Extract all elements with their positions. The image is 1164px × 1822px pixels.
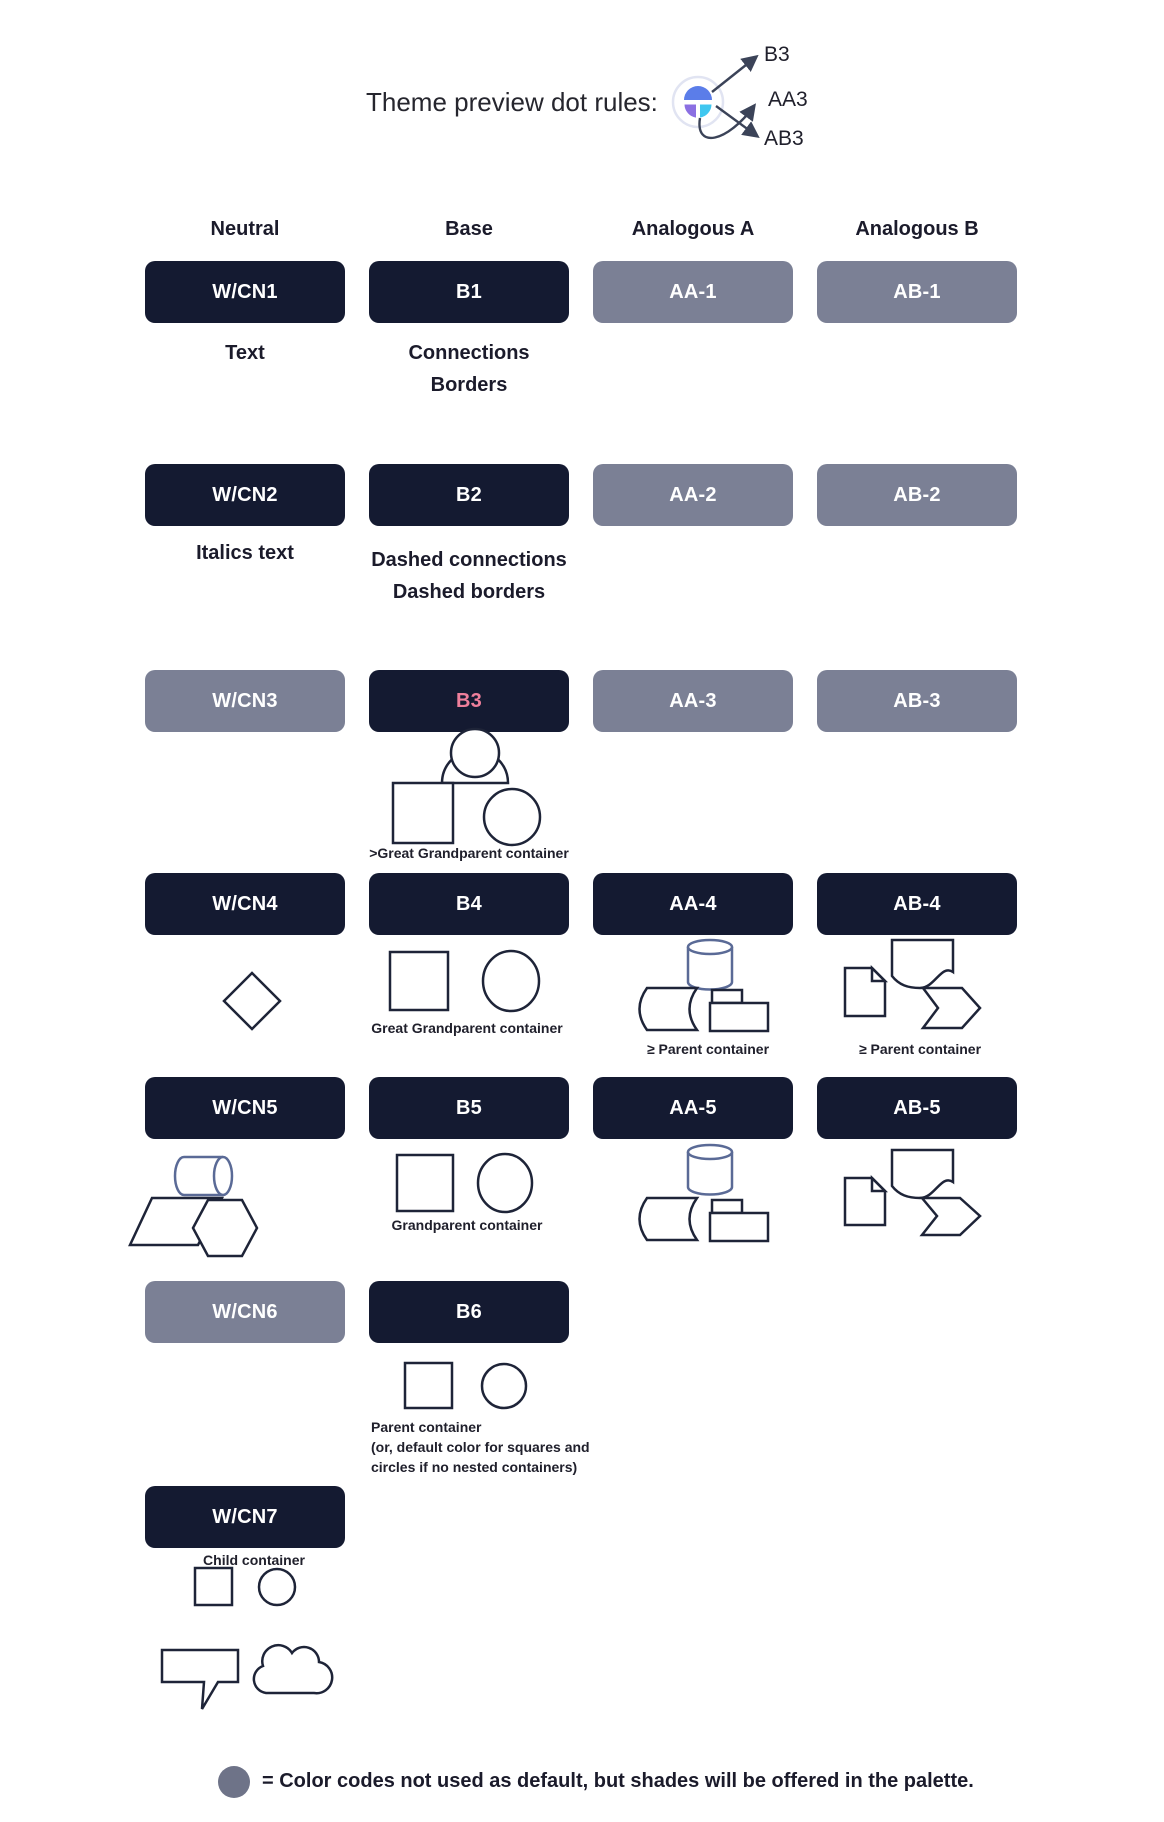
hexagon-shape <box>193 1200 257 1256</box>
caption-parent-line3: circles if no nested containers) <box>371 1459 578 1475</box>
document-fold <box>872 968 885 981</box>
chevron-shape <box>923 988 980 1028</box>
caption-parent-line2: (or, default color for squares and <box>371 1439 590 1455</box>
pill-wcn6: W/CN6 <box>145 1281 345 1343</box>
pill-b2: B2 <box>369 464 569 526</box>
pill-wcn2: W/CN2 <box>145 464 345 526</box>
circle-shape <box>484 789 540 845</box>
pill-wcn7: W/CN7 <box>145 1486 345 1548</box>
pill-wcn3: W/CN3 <box>145 670 345 732</box>
tape-shape <box>892 940 953 988</box>
caption-dashed-connections: Dashed connections <box>371 549 567 571</box>
column-header-base: Base <box>445 218 493 240</box>
tape-shape <box>892 1150 953 1198</box>
circle-shape <box>478 1154 532 1212</box>
dot-segment-analogous-b <box>700 105 712 118</box>
pill-ab4: AB-4 <box>817 873 1017 935</box>
caption-italics-text: Italics text <box>196 542 294 564</box>
pill-b3: B3 <box>369 670 569 732</box>
person-square-circle-group <box>393 729 540 845</box>
bubble-cloud-group <box>162 1645 332 1709</box>
cylinder-top <box>688 940 732 954</box>
dot-label-ab3: AB3 <box>764 127 804 150</box>
caption-gte-parent-aa: ≥ Parent container <box>646 1041 770 1057</box>
arrow-to-aa3 <box>699 106 754 138</box>
theme-preview-dot <box>673 57 757 138</box>
stored-data-shape <box>640 988 698 1030</box>
diamond-shape <box>224 973 280 1029</box>
caption-great-grandparent: Great Grandparent container <box>371 1020 563 1036</box>
speech-bubble-shape <box>162 1650 238 1709</box>
horizontal-cylinder-end <box>214 1157 232 1195</box>
pill-ab5: AB-5 <box>817 1077 1017 1139</box>
caption-parent-block <box>371 1417 606 1477</box>
caption-text: Text <box>225 342 265 364</box>
ab4-shapes-group <box>845 940 980 1028</box>
legend-dot <box>218 1766 250 1798</box>
wcn5-shapes-group <box>130 1157 257 1256</box>
pill-ab2: AB-2 <box>817 464 1017 526</box>
caption-parent-line1: Parent container <box>371 1419 482 1435</box>
arrow-to-ab3 <box>716 106 757 136</box>
pill-b5: B5 <box>369 1077 569 1139</box>
square-shape <box>405 1363 452 1408</box>
arrow-to-b3 <box>712 57 756 92</box>
dot-ring <box>673 77 723 127</box>
pill-b4: B4 <box>369 873 569 935</box>
pill-aa2: AA-2 <box>593 464 793 526</box>
pill-ab1: AB-1 <box>817 261 1017 323</box>
caption-borders: Borders <box>430 374 508 396</box>
cylinder-top <box>688 1145 732 1159</box>
column-header-analogous-a: Analogous A <box>631 218 755 240</box>
square-shape <box>195 1568 232 1605</box>
diamond-group <box>224 973 280 1029</box>
person-head-shape <box>451 729 499 777</box>
cylinder-shape <box>688 947 732 990</box>
square-shape <box>393 783 453 843</box>
dot-label-b3: B3 <box>764 43 790 66</box>
pill-aa4: AA-4 <box>593 873 793 935</box>
dot-label-aa3: AA3 <box>768 88 808 111</box>
pill-aa3: AA-3 <box>593 670 793 732</box>
b4-square-circle-group <box>390 951 539 1011</box>
pill-wcn5: W/CN5 <box>145 1077 345 1139</box>
cylinder-shape <box>688 1152 732 1195</box>
pill-aa1: AA-1 <box>593 261 793 323</box>
caption-gt-great-grandparent: >Great Grandparent container <box>369 845 569 861</box>
document-shape <box>845 1178 885 1225</box>
caption-dashed-borders: Dashed borders <box>392 581 546 603</box>
aa5-shapes-group <box>640 1145 769 1241</box>
aa4-shapes-group <box>640 940 769 1031</box>
document-fold <box>872 1178 885 1191</box>
circle-shape <box>259 1569 295 1605</box>
b6-square-circle-group <box>405 1363 526 1408</box>
pill-wcn1: W/CN1 <box>145 261 345 323</box>
ab5-shapes-group <box>845 1150 980 1235</box>
dot-segment-base <box>684 86 712 100</box>
caption-connections: Connections <box>408 342 530 364</box>
pill-ab3: AB-3 <box>817 670 1017 732</box>
column-header-analogous-b: Analogous B <box>855 218 979 240</box>
wcn7-square-circle-group <box>195 1568 295 1605</box>
column-header-neutral: Neutral <box>210 218 280 240</box>
legend-text: = Color codes not used as default, but shades will be offered in the palette. <box>262 1770 974 1792</box>
card-shape <box>710 1003 768 1031</box>
horizontal-cylinder-shape <box>175 1157 223 1195</box>
tab-shape <box>712 990 742 1003</box>
parallelogram-shape <box>130 1198 222 1245</box>
caption-gte-parent-ab: ≥ Parent container <box>858 1041 982 1057</box>
card-shape <box>710 1213 768 1241</box>
tab-shape <box>712 1200 742 1213</box>
pill-wcn4: W/CN4 <box>145 873 345 935</box>
page-title: Theme preview dot rules: <box>366 87 658 117</box>
b5-square-circle-group <box>397 1154 532 1212</box>
square-shape <box>397 1155 453 1211</box>
person-shoulders-shape <box>442 750 508 783</box>
pill-aa5: AA-5 <box>593 1077 793 1139</box>
stored-data-shape <box>640 1198 698 1240</box>
pill-b6: B6 <box>369 1281 569 1343</box>
chevron-shape <box>922 1198 980 1235</box>
circle-shape <box>482 1364 526 1408</box>
cloud-shape <box>254 1645 332 1693</box>
caption-grandparent: Grandparent container <box>391 1217 543 1233</box>
pill-b1: B1 <box>369 261 569 323</box>
dot-segment-analogous-a <box>685 105 697 118</box>
caption-child-container: Child container <box>203 1552 305 1568</box>
square-shape <box>390 952 448 1010</box>
circle-shape <box>483 951 539 1011</box>
document-shape <box>845 968 885 1016</box>
